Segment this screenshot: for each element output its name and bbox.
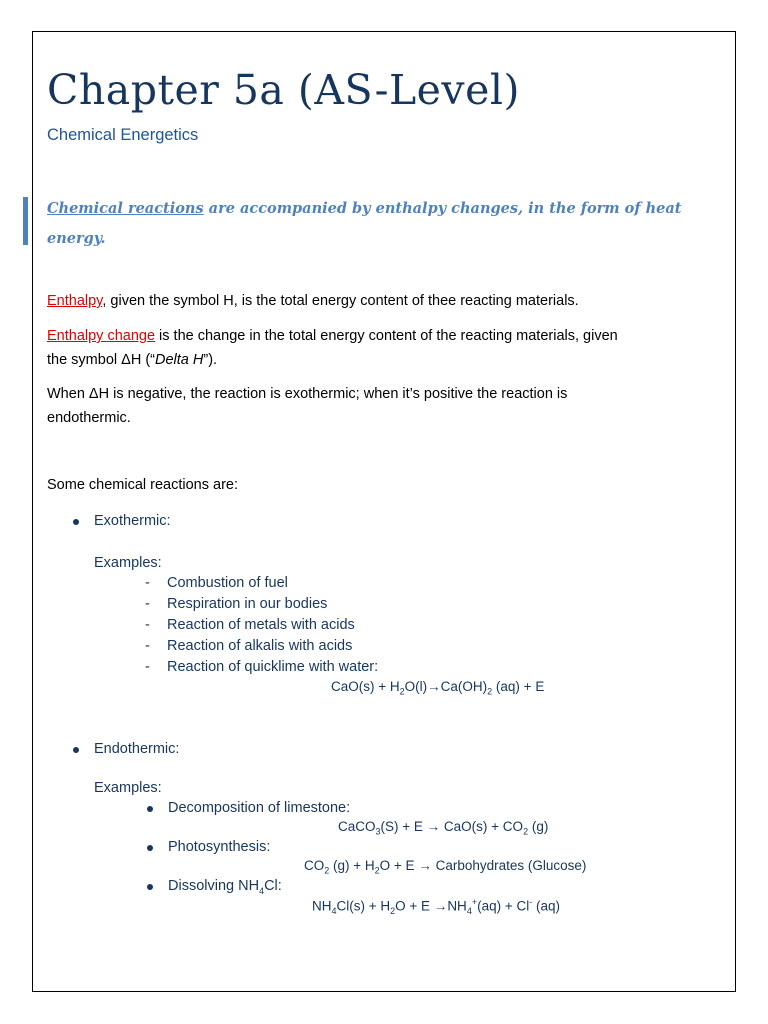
enthalpy-change-text-1: is the change in the total energy content of the reacting materials, given [155, 328, 618, 344]
enthalpy-text: , given the symbol H, is the total energy content of thee reacting materials. [102, 293, 579, 309]
arrow-icon: → [433, 898, 448, 914]
delta-h-italic: Delta H [155, 352, 204, 368]
endothermic-examples-label: Examples: [94, 780, 162, 796]
endothermic-label: Endothermic: [94, 741, 180, 757]
dash-marker: - [145, 659, 150, 675]
arrow-icon: → [427, 679, 441, 694]
enthalpy-change-text-2a: the symbol ΔH (“ [47, 352, 155, 368]
enthalpy-change-definition [47, 324, 717, 372]
enthalpy-definition [47, 289, 717, 313]
quote-bar [23, 197, 28, 245]
enthalpy-change-term: Enthalpy change [47, 328, 156, 344]
sign-line-2: endothermic. [47, 410, 131, 426]
quicklime-equation: $CaO(s) + H_2O(l)\to Ca(OH)_2$ (aq) + E [331, 679, 545, 697]
exo-item-5: Reaction of quicklime with water: [167, 659, 379, 675]
exo-item-4: Reaction of alkalis with acids [167, 638, 353, 654]
arrow-icon: → [426, 819, 441, 834]
dash-marker: - [145, 575, 150, 591]
intro-quote [47, 194, 687, 254]
endo-item-2: Photosynthesis: [168, 839, 271, 855]
dash-marker: - [145, 617, 150, 633]
intro-link: Chemical reactions [47, 200, 204, 217]
exo-item-3: Reaction of metals with acids [167, 617, 355, 633]
bullet-endothermic [73, 747, 79, 753]
exo-item-2: Respiration in our bodies [167, 596, 328, 612]
intro-text-1: are accompanied by enthalpy changes, in the form of heat [203, 200, 682, 217]
exothermic-examples-label: Examples: [94, 555, 162, 571]
arrow-icon: → [418, 858, 432, 873]
limestone-equation: CaCO$_3$(S) + $E \to CaO(s) + CO_2$ (g) [338, 819, 549, 837]
dash-marker: - [145, 596, 150, 612]
exothermic-label: Exothermic: [94, 513, 171, 529]
sign-explanation [47, 382, 717, 430]
bullet-sub [147, 845, 153, 851]
exo-item-1: Combustion of fuel [167, 575, 288, 591]
endo-item-3: Dissolving $NH_4Cl$: [168, 878, 282, 896]
enthalpy-term: Enthalpy [47, 293, 103, 309]
enthalpy-change-text-2b: ”). [203, 352, 218, 368]
dissolving-equation: $NH_4Cl(s) + H_2O + E \to NH_4^+(aq) + Cl^-$ (aq) [312, 897, 561, 917]
endo-item-1: Decomposition of limestone: [168, 800, 351, 816]
intro-text-2: energy. [47, 230, 106, 247]
dash-marker: - [145, 638, 150, 654]
page-subtitle: Chemical Energetics [47, 126, 199, 144]
bullet-exothermic [73, 519, 79, 525]
sign-line-1: When ΔH is negative, the reaction is exothermic; when it’s positive the reaction is [47, 386, 568, 402]
page-title: Chapter 5a (AS-Level) [47, 66, 520, 114]
bullet-sub [147, 806, 153, 812]
bullet-sub [147, 884, 153, 890]
reactions-intro: Some chemical reactions are: [47, 477, 238, 493]
photosynthesis-equation: $CO_2$ $(g) + H_2O + E$ → Carbohydrates (Glucose) [304, 858, 587, 876]
page-border [32, 31, 736, 992]
